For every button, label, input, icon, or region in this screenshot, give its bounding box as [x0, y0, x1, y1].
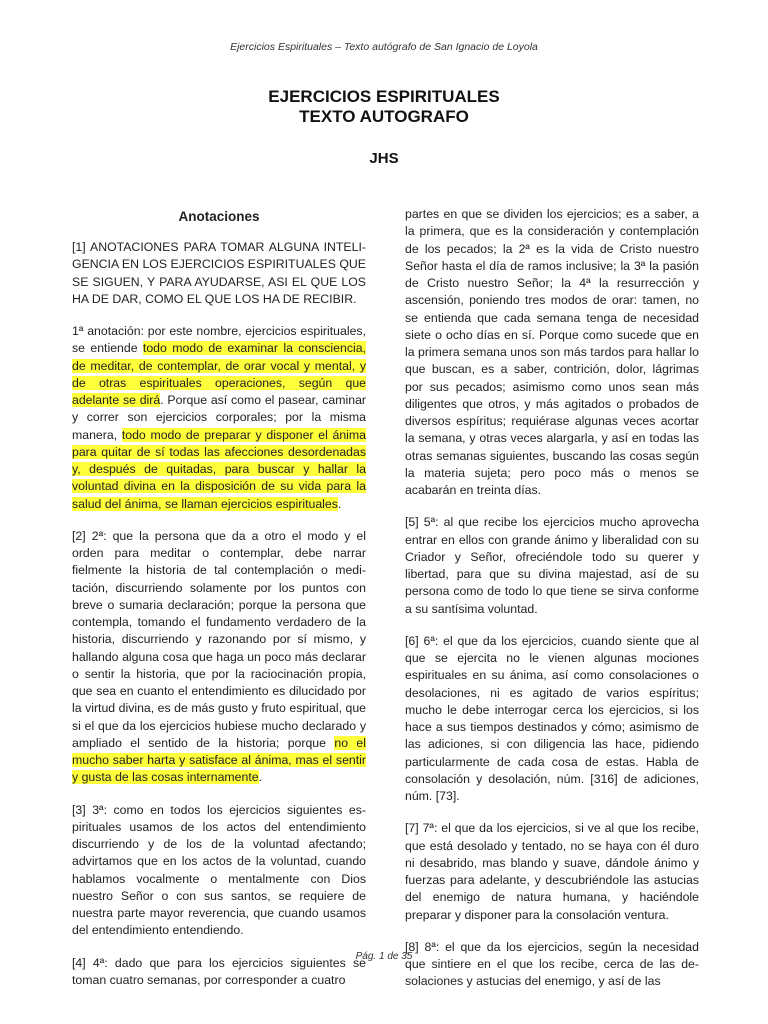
text-span: [3] 3ª: como en todos los ejercicios siguientes espirituales usamos de los actos del entendimiento discurriendo y de los de la voluntad afectando; advirtamos que en los actos de la voluntad, cuando hablamos vocalmente o mentalmente con Dios nuestro Señor o con sus santos, se requiere de nuestra parte mayor reverencia, que cuando usamos del entendimiento entendiendo.: [72, 802, 366, 938]
text-span: [4] 4ª: dado que para los ejercicios siguientes se toman cuatro semanas, por corresponder a cuatro: [72, 955, 366, 987]
text-span: .: [337, 496, 342, 511]
page-footer: Pág. 1 de 35: [355, 951, 413, 962]
document-title: EJERCICIOS ESPIRITUALES: [268, 87, 500, 106]
highlighted-text: todo modo de examinar la consciencia, de meditar, de contemplar, de orar vocal y mental, y de otras espirituales operaciones, según que adelante se dirá: [72, 341, 366, 407]
paragraph: [405, 820, 699, 924]
text-span: [2] 2ª: que la persona que da a otro el modo y el orden para meditar o contemplar, debe narrar fielmente la historia de tal contemplación o meditación, discurriendo solamente por los puntos con breve o sumaria declaración; porque la persona que contempla, tomando el fundamento verdadero de la historia, discurriendo y razonando por sí mismo, y hallando alguna cosa que haga un poco más declarar o sentir la historia, que por la raciocinación propia, que sea en cuanto el entendimiento es dilucidado por la virtud divina, es de más gusto y fruto espiritual, que si el que da los ejercicios hubiese mucho declarado y ampliado el sentido de la historia; porque: [72, 528, 366, 750]
text-span: [1] ANOTACIONES PARA TOMAR ALGUNA INTELIGENCIA EN LOS EJERCICIOS ESPIRITUALES QUE SE SIGUEN, Y PARA AYUDARSE, ASI EL QUE LOS HA DE DAR, COMO EL QUE LOS HA DE RECIBIR.: [72, 240, 366, 306]
paragraph: [72, 239, 366, 308]
text-span: [6] 6ª: el que da los ejercicios, cuando siente que al que se ejercita no le vienen algunas mociones espirituales en su ánima, así como consolaciones o desolaciones, ni es agitado de varios espíritus; mucho le debe interrogar cerca los ejercicios, si los hace a sus tiempos destinados y cómo; asimismo de las adiciones, si con diligencia las hace, pidiendo particularmente de cada cosa de estas. Habla de consolación y desolación, núm. [316] de adiciones, núm. [73].: [405, 633, 699, 803]
text-span: [7] 7ª: el que da los ejercicios, si ve al que los recibe, que está desolado y tentado, no se haya con él duro ni desabrido, mas blando y suave, dándole ánimo y fuerzas para adelante, y descubriéndole las astucias del enemigo de natura humana, y haciéndole preparar y disponer para la consolación ventura.: [405, 821, 699, 922]
paragraph: [405, 633, 699, 806]
text-span: . Porque así como el pasear, caminar y correr son ejercicios corporales; por la misma manera,: [72, 393, 367, 442]
paragraph: [72, 323, 366, 513]
jhs-monogram: JHS: [369, 150, 399, 167]
paragraph: [72, 802, 366, 940]
section-heading: Anotaciones: [178, 209, 260, 224]
text-span: partes en que se dividen los ejercicios; es a saber, a la primera, que es la consideración y contemplación de los pecados; la 2ª es la vida de Cristo nuestro Señor hasta el día de ramos inclusive; la 3ª la pasión de Cristo nuestro Señor; la 4ª la resurrección y ascensión, poniendo tres modos de orar: tamen, no se entienda que cada semana tenga de necesidad siete o ocho días en sí. Porque como sucede que en la primera semana unos son más tardos para hallar lo que buscan, es a saber, contrición, dolor, lágrimas por sus pecados; asimismo como unos sean más diligentes que otros, y más agitados o probados de diversos espíritus; requiérase algunas veces acortar la semana, y otras veces alargarla, y así en todas las otras semanas siguientes, buscando las cosas según la materia sujeta; pero poco más o menos se acabarán en treinta días.: [405, 207, 699, 497]
highlighted-text: todo modo de preparar y disponer el ánima para quitar de sí todas las afecciones desordenadas y, después de quitadas, para buscar y hallar la voluntad divina en la disposición de su vida para la salud del ánima, se llaman ejercicios espirituales: [72, 427, 366, 511]
paragraph: [405, 514, 699, 618]
title-block: [0, 87, 768, 167]
paragraph: [72, 528, 366, 787]
running-header: Ejercicios Espirituales – Texto autógrafo de San Ignacio de Loyola: [230, 41, 538, 53]
document-subtitle: TEXTO AUTOGRAFO: [299, 107, 469, 126]
text-span: [8] 8ª: el que da los ejercicios, según la necesidad que sintiere en el que los recibe, cerca de las desolaciones y astucias del enemigo, y así de las: [405, 939, 699, 989]
left-column: [72, 208, 366, 1004]
text-span: [5] 5ª: al que recibe los ejercicios mucho aprovecha entrar en ellos con grande ánimo y liberalidad con su Criador y Señor, ofreciéndole todo su querer y libertad, para que su divina majestad, así de su persona como de todo lo que tiene se sirva conforme a su santísima voluntad.: [405, 515, 699, 616]
paragraph: [405, 206, 699, 499]
right-column: [405, 206, 699, 1006]
text-span: .: [258, 770, 263, 785]
paragraph: [405, 939, 699, 991]
highlighted-text: no el mucho saber harta y satisface al ánima, mas el sentir y gusta de las cosas internamente: [72, 735, 367, 785]
text-span: 1ª anotación: por este nombre, ejercicios espirituales, se entiende: [72, 324, 366, 356]
